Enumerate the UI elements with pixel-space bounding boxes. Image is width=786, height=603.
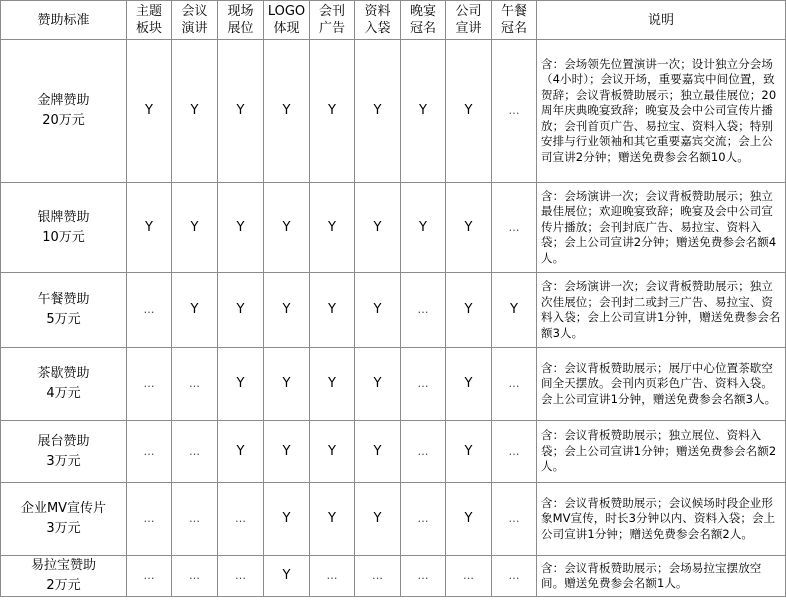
benefit-mark: … xyxy=(492,183,537,273)
benefit-mark: … xyxy=(492,348,537,421)
benefit-mark: … xyxy=(401,273,446,348)
description-cell: 含：会议背板赞助展示；展厅中心位置茶歇空间全天摆放。会刊内页彩色广告、资料入袋。会上公司宣讲1分钟，赠送免费参会名额3人。 xyxy=(537,348,786,421)
header-label: 宣讲 xyxy=(455,21,482,36)
tier-price: 4万元 xyxy=(46,386,81,401)
description-cell: 含：会场演讲一次；会议背板赞助展示；独立次佳展位；会刊封二或封三广告、易拉宝、资料入袋；会上公司宣讲1分钟，赠送免费参会名额3人。 xyxy=(537,273,786,348)
header-theme-section xyxy=(127,1,172,40)
header-label: 体现 xyxy=(273,21,300,36)
tier-name: 金牌赞助 xyxy=(37,93,90,108)
tier-price: 3万元 xyxy=(46,453,81,469)
header-label: 现场 xyxy=(227,4,254,19)
header-tier xyxy=(1,1,127,40)
header-label: 会刊 xyxy=(318,4,345,19)
benefit-mark: … xyxy=(127,421,172,483)
benefit-mark: Y xyxy=(264,40,310,183)
description-cell: 含：会议背板赞助展示；会场易拉宝摆放空间。赠送免费参会名额1人。 xyxy=(537,556,786,597)
table-row xyxy=(1,273,786,348)
header-label: 午餐 xyxy=(500,4,527,19)
tier-cell xyxy=(1,483,127,556)
header-brochure-ad xyxy=(310,1,355,40)
header-label: 冠名 xyxy=(409,21,436,36)
benefit-mark: … xyxy=(401,348,446,421)
benefit-mark: … xyxy=(127,556,172,597)
benefit-mark: Y xyxy=(446,40,492,183)
tier-name: 易拉宝赞助 xyxy=(30,558,96,573)
benefit-mark: Y xyxy=(446,273,492,348)
benefit-mark: … xyxy=(172,556,218,597)
header-conference-speech xyxy=(172,1,218,40)
table-row xyxy=(1,183,786,273)
tier-price: 5万元 xyxy=(46,312,81,327)
benefit-mark: … xyxy=(355,556,401,597)
benefit-mark: Y xyxy=(355,40,401,183)
benefit-mark: … xyxy=(492,40,537,183)
benefit-mark: Y xyxy=(218,421,264,483)
header-description xyxy=(537,1,786,40)
table-row xyxy=(1,40,786,183)
table-body xyxy=(1,40,786,597)
header-label: 入袋 xyxy=(364,21,391,36)
benefit-mark: … xyxy=(401,421,446,483)
tier-name: 企业MV宣传片 xyxy=(20,501,107,516)
benefit-mark: Y xyxy=(310,40,355,183)
benefit-mark: … xyxy=(127,348,172,421)
benefit-mark: Y xyxy=(172,183,218,273)
benefit-mark: Y xyxy=(446,183,492,273)
benefit-mark: … xyxy=(401,556,446,597)
benefit-mark: Y xyxy=(310,183,355,273)
header-label: 板块 xyxy=(135,21,162,36)
table-row xyxy=(1,556,786,597)
benefit-mark: Y xyxy=(264,483,310,556)
tier-cell xyxy=(1,183,127,273)
benefit-mark: Y xyxy=(264,421,310,483)
benefit-mark: Y xyxy=(264,556,310,597)
benefit-mark: Y xyxy=(264,348,310,421)
benefit-mark: Y xyxy=(355,273,401,348)
benefit-mark: … xyxy=(172,421,218,483)
tier-cell xyxy=(1,556,127,597)
header-label: 展位 xyxy=(227,21,254,36)
benefit-mark: Y xyxy=(218,348,264,421)
benefit-mark: … xyxy=(218,483,264,556)
benefit-mark: Y xyxy=(355,183,401,273)
tier-price: 2万元 xyxy=(46,578,81,593)
header-row xyxy=(1,1,786,40)
table-row xyxy=(1,421,786,483)
benefit-mark: Y xyxy=(355,348,401,421)
benefit-mark: Y xyxy=(310,348,355,421)
benefit-mark: Y xyxy=(218,183,264,273)
benefit-mark: … xyxy=(172,348,218,421)
header-label: 演讲 xyxy=(181,21,208,36)
benefit-mark: … xyxy=(127,483,172,556)
benefit-mark: Y xyxy=(172,40,218,183)
description-cell: 含：会场演讲一次；会议背板赞助展示；独立最佳展位；欢迎晚宴致辞；晚宴及会中公司宣传片播放；会刊封底广告、易拉宝、资料入袋；会上公司宣讲2分钟；赠送免费参会名额4人。 xyxy=(537,183,786,273)
tier-price: 10万元 xyxy=(42,229,85,245)
benefit-mark: Y xyxy=(355,483,401,556)
header-material-bag xyxy=(355,1,401,40)
header-dinner-title xyxy=(401,1,446,40)
table-row xyxy=(1,483,786,556)
benefit-mark: Y xyxy=(446,421,492,483)
benefit-mark: … xyxy=(310,556,355,597)
benefit-mark: Y xyxy=(355,421,401,483)
header-label: 资料 xyxy=(364,4,391,19)
tier-name: 银牌赞助 xyxy=(37,209,90,225)
benefit-mark: Y xyxy=(310,483,355,556)
header-label: 主题 xyxy=(135,4,162,19)
table-row xyxy=(1,348,786,421)
tier-name: 茶歇赞助 xyxy=(37,366,90,381)
header-label: 说明 xyxy=(647,12,674,28)
benefit-mark: Y xyxy=(401,40,446,183)
benefit-mark: Y xyxy=(264,183,310,273)
header-logo xyxy=(264,1,310,40)
benefit-mark: Y xyxy=(172,273,218,348)
benefit-mark: Y xyxy=(310,421,355,483)
benefit-mark: Y xyxy=(401,183,446,273)
tier-cell xyxy=(1,273,127,348)
benefit-mark: … xyxy=(492,556,537,597)
description-cell: 含：会议背板赞助展示；独立展位、资料入袋；会上公司宣讲1分钟；赠送免费参会名额2人。 xyxy=(537,421,786,483)
tier-cell xyxy=(1,40,127,183)
benefit-mark: Y xyxy=(218,273,264,348)
header-company-pitch xyxy=(446,1,492,40)
header-label: 会议 xyxy=(181,4,208,19)
benefit-mark: Y xyxy=(446,348,492,421)
header-label: LOGO xyxy=(267,4,306,19)
header-label: 公司 xyxy=(455,4,482,19)
benefit-mark: … xyxy=(127,273,172,348)
benefit-mark: … xyxy=(401,483,446,556)
benefit-mark: … xyxy=(446,556,492,597)
tier-cell xyxy=(1,421,127,483)
benefit-mark: … xyxy=(218,556,264,597)
benefit-mark: Y xyxy=(310,273,355,348)
description-cell: 含：会场领先位置演讲一次；设计独立分会场（4小时）；会议开场，重要嘉宾中间位置，致贺辞；会议背板赞助展示；独立最佳展位；20周年庆典晚宴致辞；晚宴及会中公司宣传片播放；会刊首页广告、易拉宝、资料入袋；特别安排与行业领袖和其它重要嘉宾交流；会上公司宣讲2分钟；赠送免费参会名额10人。 xyxy=(537,40,786,183)
benefit-mark: Y xyxy=(218,40,264,183)
tier-name: 午餐赞助 xyxy=(37,292,90,307)
header-label: 冠名 xyxy=(500,21,527,36)
header-lunch-title xyxy=(492,1,537,40)
tier-price: 20万元 xyxy=(42,113,85,128)
benefit-mark: … xyxy=(492,421,537,483)
header-label: 晚宴 xyxy=(409,4,436,19)
tier-name: 展台赞助 xyxy=(37,433,90,449)
benefit-mark: Y xyxy=(446,483,492,556)
benefit-mark: Y xyxy=(492,273,537,348)
header-booth xyxy=(218,1,264,40)
benefit-mark: … xyxy=(492,483,537,556)
benefit-mark: Y xyxy=(127,183,172,273)
header-label: 赞助标准 xyxy=(37,12,90,28)
tier-price: 3万元 xyxy=(46,521,81,536)
benefit-mark: Y xyxy=(264,273,310,348)
tier-cell xyxy=(1,348,127,421)
benefit-mark: Y xyxy=(127,40,172,183)
header-label: 广告 xyxy=(318,21,345,36)
benefit-mark: … xyxy=(172,483,218,556)
description-cell: 含：会议背板赞助展示；会议候场时段企业形象MV宣传，时长3分钟以内、资料入袋；会上公司宣讲1分钟；赠送免费参会名额2人。 xyxy=(537,483,786,556)
